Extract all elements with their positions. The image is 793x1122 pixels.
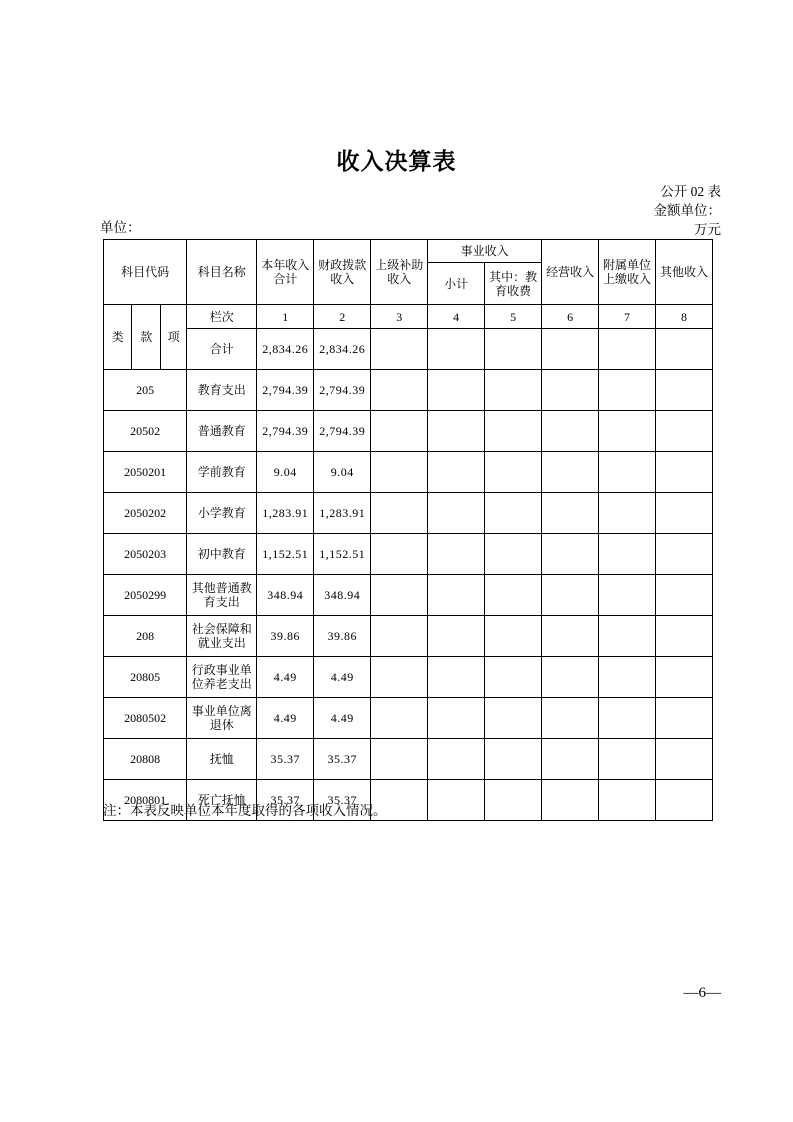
row-value-3	[371, 493, 428, 534]
income-final-accounts-table	[103, 239, 713, 821]
lanci-4: 4	[428, 305, 485, 329]
lanci-5: 5	[485, 305, 542, 329]
row-value-4	[428, 739, 485, 780]
row-value-3	[371, 698, 428, 739]
row-value-4	[428, 616, 485, 657]
table-row	[104, 370, 713, 411]
header-affiliate: 附属单位上缴收入	[599, 240, 656, 305]
row-value-1: 2,794.39	[257, 370, 314, 411]
header-career-sub: 小计	[428, 263, 485, 305]
row-value-8	[656, 370, 713, 411]
row-value-1: 1,152.51	[257, 534, 314, 575]
row-value-7	[599, 493, 656, 534]
total-value-1: 2,834.26	[257, 329, 314, 370]
table-row	[104, 534, 713, 575]
total-value-6	[542, 329, 599, 370]
row-value-7	[599, 370, 656, 411]
row-name: 教育支出	[187, 370, 257, 411]
total-value-3	[371, 329, 428, 370]
table-row	[104, 452, 713, 493]
row-value-5	[485, 493, 542, 534]
page-number: —6—	[683, 985, 721, 1001]
row-value-1: 4.49	[257, 657, 314, 698]
row-value-2: 1,152.51	[314, 534, 371, 575]
row-value-8	[656, 657, 713, 698]
row-value-2: 4.49	[314, 698, 371, 739]
table-row	[104, 411, 713, 452]
unit-label: 单位：	[100, 220, 141, 235]
row-value-7	[599, 575, 656, 616]
header-code-group: 科目代码	[104, 240, 187, 305]
row-value-6	[542, 575, 599, 616]
total-label: 合计	[187, 329, 257, 370]
row-value-4	[428, 452, 485, 493]
row-value-8	[656, 575, 713, 616]
header-class: 类	[104, 305, 132, 370]
lanci-2: 2	[314, 305, 371, 329]
header-career-income: 事业收入	[428, 240, 542, 263]
row-value-6	[542, 698, 599, 739]
row-value-5	[485, 534, 542, 575]
table-header-row-1	[104, 240, 713, 263]
row-value-2: 2,794.39	[314, 411, 371, 452]
row-value-8	[656, 616, 713, 657]
document-meta	[654, 182, 722, 239]
row-value-2: 35.37	[314, 780, 371, 821]
row-value-1: 35.37	[257, 739, 314, 780]
lanci-label: 栏次	[187, 305, 257, 329]
table-row	[104, 575, 713, 616]
row-value-8	[656, 698, 713, 739]
header-xiang: 项	[160, 305, 186, 370]
row-value-3	[371, 739, 428, 780]
row-code: 2080801	[104, 780, 187, 821]
row-value-5	[485, 411, 542, 452]
row-value-7	[599, 534, 656, 575]
row-value-5	[485, 575, 542, 616]
row-value-4	[428, 534, 485, 575]
row-code: 2050203	[104, 534, 187, 575]
row-name: 其他普通教育支出	[187, 575, 257, 616]
row-value-2: 39.86	[314, 616, 371, 657]
row-value-7	[599, 411, 656, 452]
row-value-8	[656, 534, 713, 575]
table-total-row	[104, 329, 713, 370]
row-value-1: 35.37	[257, 780, 314, 821]
row-value-2: 35.37	[314, 739, 371, 780]
header-career-edu: 其中：教育收费	[485, 263, 542, 305]
row-value-5	[485, 370, 542, 411]
header-other: 其他收入	[656, 240, 713, 305]
row-value-8	[656, 411, 713, 452]
form-number: 公开 02 表	[660, 184, 721, 199]
row-name: 行政事业单位养老支出	[187, 657, 257, 698]
table-row	[104, 657, 713, 698]
row-value-7	[599, 657, 656, 698]
table-row	[104, 616, 713, 657]
row-value-6	[542, 370, 599, 411]
table-row	[104, 698, 713, 739]
row-value-1: 348.94	[257, 575, 314, 616]
row-value-2: 1,283.91	[314, 493, 371, 534]
row-value-3	[371, 370, 428, 411]
row-value-5	[485, 780, 542, 821]
row-value-8	[656, 780, 713, 821]
row-value-2: 2,794.39	[314, 370, 371, 411]
row-value-2: 348.94	[314, 575, 371, 616]
row-value-6	[542, 657, 599, 698]
row-value-7	[599, 780, 656, 821]
row-name: 小学教育	[187, 493, 257, 534]
row-value-6	[542, 739, 599, 780]
row-code: 2050202	[104, 493, 187, 534]
row-value-6	[542, 780, 599, 821]
row-value-4	[428, 780, 485, 821]
row-value-7	[599, 452, 656, 493]
row-value-8	[656, 452, 713, 493]
row-value-7	[599, 698, 656, 739]
lanci-7: 7	[599, 305, 656, 329]
table-row	[104, 493, 713, 534]
row-value-7	[599, 739, 656, 780]
row-value-3	[371, 575, 428, 616]
table-row	[104, 739, 713, 780]
header-col-total: 本年收入合计	[257, 240, 314, 305]
row-value-7	[599, 616, 656, 657]
header-col-superior: 上级补助收入	[371, 240, 428, 305]
row-value-5	[485, 616, 542, 657]
header-name: 科目名称	[187, 240, 257, 305]
row-value-8	[656, 493, 713, 534]
page-title: 收入决算表	[336, 149, 457, 174]
row-value-2: 9.04	[314, 452, 371, 493]
row-code: 2050201	[104, 452, 187, 493]
row-value-2: 4.49	[314, 657, 371, 698]
amount-unit-label: 金额单位：	[653, 203, 721, 218]
row-value-3	[371, 452, 428, 493]
row-value-4	[428, 493, 485, 534]
row-value-3	[371, 534, 428, 575]
header-business: 经营收入	[542, 240, 599, 305]
row-code: 20808	[104, 739, 187, 780]
row-value-4	[428, 370, 485, 411]
total-value-7	[599, 329, 656, 370]
lanci-8: 8	[656, 305, 713, 329]
lanci-3: 3	[371, 305, 428, 329]
header-kuan: 款	[132, 305, 160, 370]
row-value-6	[542, 452, 599, 493]
header-col-fiscal: 财政拨款收入	[314, 240, 371, 305]
row-name: 抚恤	[187, 739, 257, 780]
row-code: 20502	[104, 411, 187, 452]
row-value-3	[371, 657, 428, 698]
row-value-4	[428, 575, 485, 616]
row-value-1: 9.04	[257, 452, 314, 493]
lanci-6: 6	[542, 305, 599, 329]
row-value-1: 4.49	[257, 698, 314, 739]
total-value-2: 2,834.26	[314, 329, 371, 370]
row-code: 205	[104, 370, 187, 411]
row-value-5	[485, 698, 542, 739]
total-value-8	[656, 329, 713, 370]
row-value-5	[485, 452, 542, 493]
row-value-6	[542, 493, 599, 534]
row-value-6	[542, 616, 599, 657]
row-name: 事业单位离退休	[187, 698, 257, 739]
amount-unit-value: 万元	[694, 222, 721, 237]
row-value-6	[542, 411, 599, 452]
row-value-4	[428, 698, 485, 739]
row-name: 社会保障和就业支出	[187, 616, 257, 657]
row-name: 初中教育	[187, 534, 257, 575]
row-value-5	[485, 739, 542, 780]
row-code: 2050299	[104, 575, 187, 616]
row-name: 学前教育	[187, 452, 257, 493]
row-value-1: 1,283.91	[257, 493, 314, 534]
lanci-1: 1	[257, 305, 314, 329]
row-value-3	[371, 616, 428, 657]
table-lanci-row	[104, 305, 713, 329]
row-value-4	[428, 411, 485, 452]
row-code: 20805	[104, 657, 187, 698]
row-value-1: 2,794.39	[257, 411, 314, 452]
row-value-8	[656, 739, 713, 780]
row-value-4	[428, 657, 485, 698]
row-value-5	[485, 657, 542, 698]
row-value-6	[542, 534, 599, 575]
total-value-5	[485, 329, 542, 370]
row-code: 208	[104, 616, 187, 657]
row-value-1: 39.86	[257, 616, 314, 657]
row-name: 死亡抚恤	[187, 780, 257, 821]
row-code: 2080502	[104, 698, 187, 739]
row-name: 普通教育	[187, 411, 257, 452]
total-value-4	[428, 329, 485, 370]
table-note: 注：本表反映单位本年度取得的各项收入情况。	[103, 803, 387, 818]
row-value-3	[371, 411, 428, 452]
